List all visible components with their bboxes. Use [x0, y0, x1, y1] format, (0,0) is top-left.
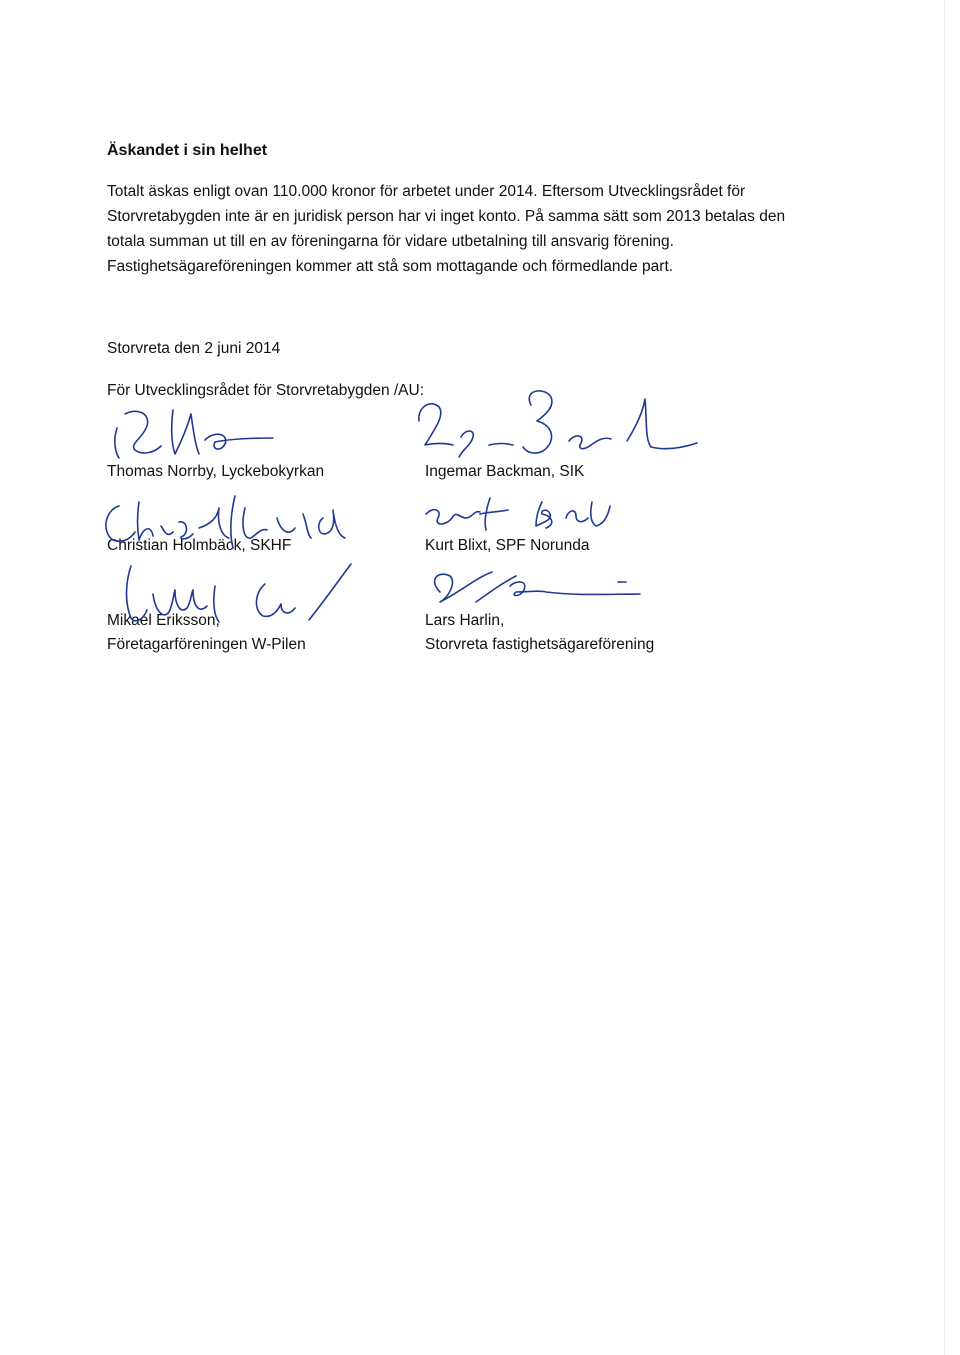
- request-paragraph: [107, 179, 827, 279]
- signature-lars-harlin: [420, 562, 650, 612]
- signatory-name-christian-holmback: Christian Holmbäck, SKHF: [107, 537, 292, 554]
- signatory-org-foretagarforeningen: Företagarföreningen W-Pilen: [107, 636, 306, 653]
- signatory-name-kurt-blixt: Kurt Blixt, SPF Norunda: [425, 537, 590, 554]
- scan-edge-line: [944, 0, 945, 1355]
- signature-thomas-norrby: [95, 400, 295, 470]
- paragraph-line-2: Storvretabygden inte är en juridisk person har vi inget konto. På samma sätt som 2013 betalas den: [107, 208, 786, 225]
- paragraph-line-4: Fastighetsägareföreningen kommer att stå som mottagande och förmedlande part.: [107, 258, 674, 275]
- paragraph-line-1: Totalt äskas enligt ovan 110.000 kronor för arbetet under 2014. Eftersom Utvecklingsrådet för: [107, 183, 746, 200]
- signatory-name-lars-harlin: Lars Harlin,: [425, 612, 505, 629]
- signatory-name-ingemar-backman: Ingemar Backman, SIK: [425, 463, 585, 480]
- signatory-name-mikael-eriksson: Mikael Eriksson,: [107, 612, 220, 629]
- signature-christian-holmback: [95, 488, 365, 568]
- signature-ingemar-backman: [405, 385, 705, 470]
- place-date: Storvreta den 2 juni 2014: [107, 340, 281, 357]
- signatory-org-storvreta-fastighet: Storvreta fastighetsägareförening: [425, 636, 655, 653]
- signature-kurt-blixt: [420, 488, 630, 538]
- signature-mikael-eriksson: [95, 560, 375, 640]
- paragraph-line-3: totala summan ut till en av föreningarna för vidare utbetalning till ansvarig förening.: [107, 233, 674, 250]
- on-behalf-line: För Utvecklingsrådet för Storvretabygden /AU:: [107, 382, 425, 399]
- signatory-name-thomas-norrby: Thomas Norrby, Lyckebokyrkan: [107, 463, 325, 480]
- section-heading: Äskandet i sin helhet: [107, 142, 268, 159]
